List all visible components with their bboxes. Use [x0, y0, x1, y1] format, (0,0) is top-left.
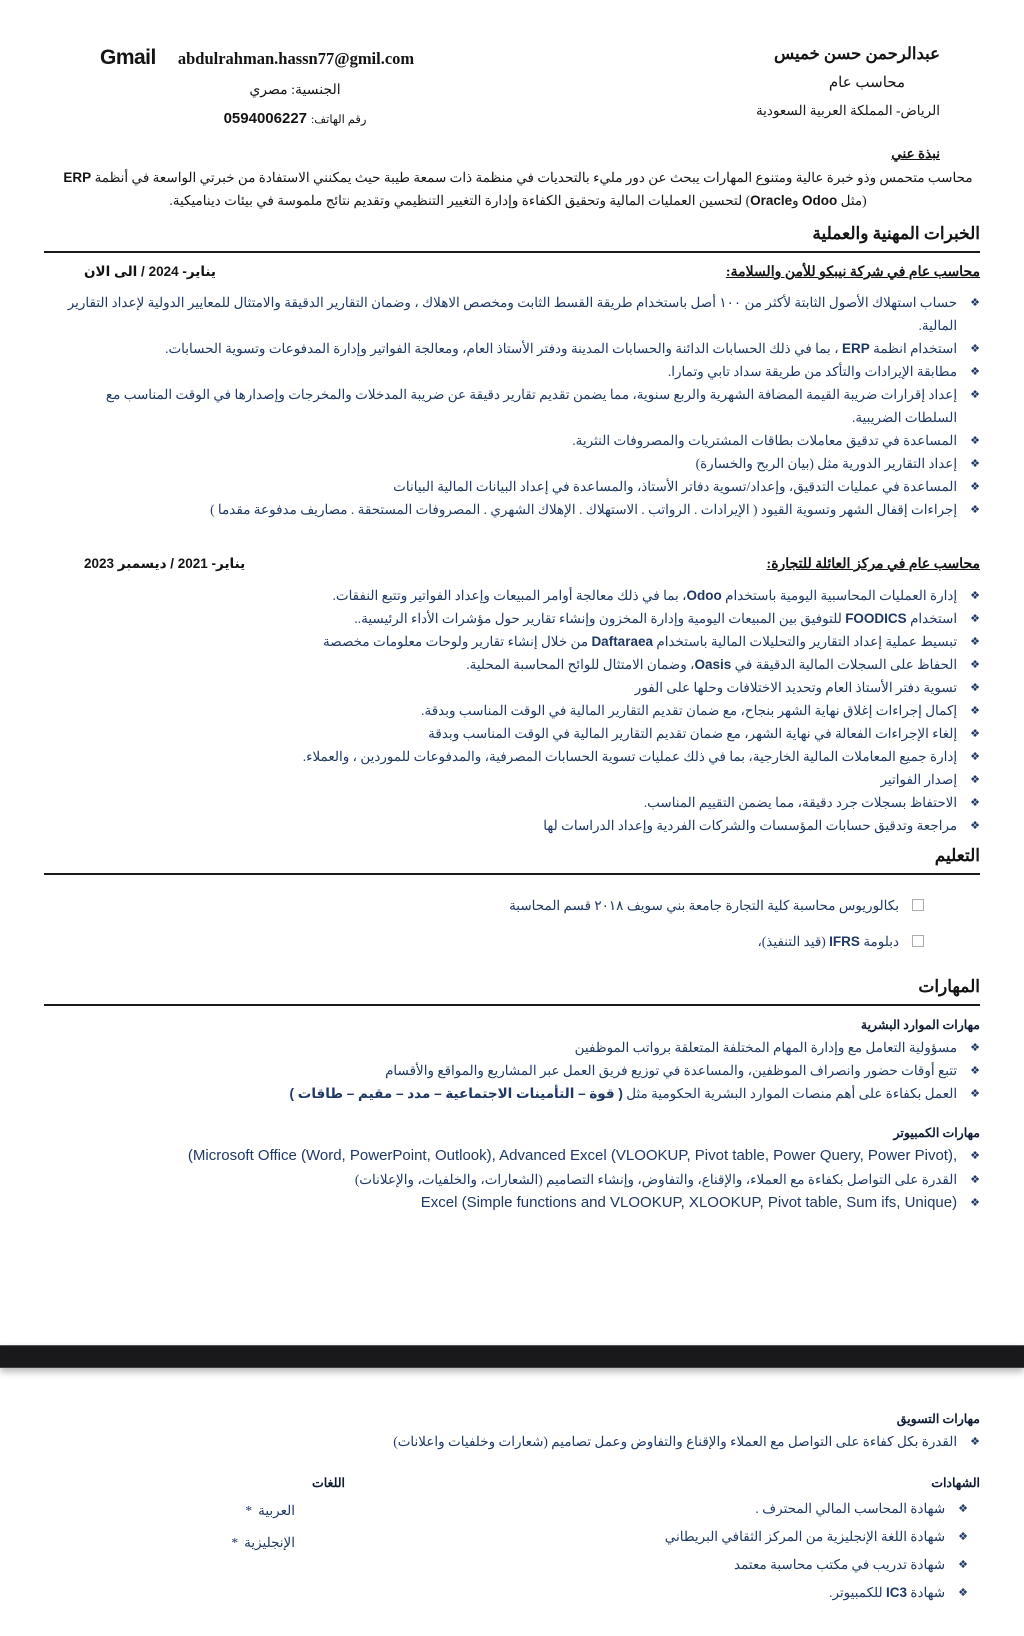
bullet-item: [56, 360, 980, 383]
diamond-bullet-icon: ❖: [970, 296, 980, 309]
diamond-bullet-icon: ❖: [970, 1173, 980, 1186]
bullet-item: [56, 291, 980, 337]
diamond-bullet-icon: ❖: [970, 1064, 980, 1077]
computer-skills-list: [56, 1144, 980, 1215]
bullet-item: [56, 1082, 980, 1105]
bullet-item: [56, 676, 980, 699]
diamond-bullet-icon: ❖: [970, 796, 980, 809]
phone-label: رقم الهاتف:: [311, 114, 367, 126]
diamond-bullet-icon: ❖: [970, 635, 980, 648]
diamond-bullet-icon: ❖: [958, 1530, 968, 1543]
certificate-item: [428, 1525, 968, 1548]
marketing-skills-subheading: مهارات التسويق: [896, 1412, 980, 1426]
diamond-bullet-icon: ❖: [958, 1558, 968, 1571]
diamond-bullet-icon: ❖: [970, 704, 980, 717]
experience-section-heading: الخبرات المهنية والعملية: [44, 224, 980, 253]
bullet-item: [56, 1144, 980, 1168]
language-item: [145, 1531, 345, 1554]
diamond-bullet-icon: ❖: [970, 503, 980, 516]
education-item: [110, 894, 924, 917]
education-text: بكالوريوس محاسبة كلية التجارة جامعة بني سويف ٢٠١٨ قسم المحاسبة: [509, 898, 899, 913]
star-bullet-icon: *: [231, 1535, 239, 1550]
about-text: محاسب متحمس وذو خبرة عالية ومتنوع المهارات يبحث عن دور مليء بالتحديات في منظمة ذات سمعة طيبة حيث يمكنني الاستفادة من خبرتي الواسعة في أنظمة ERP (مثل Odoo وOracle) لتحسين العمليات المالية وتحقيق الكفاءة وإدارة التغيير التنظيمي وتقديم نتائج ملموسة في بيئات ديناميكية.: [63, 170, 973, 208]
bullet-item: [56, 383, 980, 429]
bullet-text: إلغاء الإجراءات الفعالة في نهاية الشهر، مع ضمان تقديم التقارير المالية في الوقت المناسب وبدقة: [428, 726, 958, 741]
hr-skills-list: [56, 1036, 980, 1105]
bullet-item: [56, 699, 980, 722]
diamond-bullet-icon: ❖: [958, 1502, 968, 1515]
job-1-date: يناير- 2024 / الى الان: [84, 264, 216, 279]
bullet-text: (Microsoft Office (Word, PowerPoint, Outlook), Advanced Excel (VLOOKUP, Pivot table, Power Query, Power Pivot),: [187, 1147, 958, 1164]
education-list: [110, 894, 924, 953]
bullet-item: [56, 1191, 980, 1215]
job-2-header: [44, 556, 980, 573]
bullet-item: [56, 768, 980, 791]
bullet-item: [56, 630, 980, 653]
bullet-text: مطابقة الإيرادات والتأكد من طريقة سداد تابي وتمارا.: [667, 364, 958, 379]
bullet-text: العمل بكفاءة على أهم منصات الموارد البشرية الحكومية مثل ( قوة – التأمينات الاجتماعية – مدد – مقيم – طاقات ): [289, 1086, 958, 1101]
diamond-bullet-icon: ❖: [970, 589, 980, 602]
education-section-heading: التعليم: [44, 846, 980, 875]
skills-section-heading: المهارات: [44, 977, 980, 1006]
email-row: [100, 46, 490, 70]
bullet-item: [56, 498, 980, 521]
header-contact: [100, 46, 490, 128]
bullet-item: [56, 1059, 980, 1082]
bullet-item: [56, 722, 980, 745]
gmail-wordmark: Gmail: [100, 46, 156, 69]
header-identity: [520, 46, 940, 130]
bullet-item: [56, 653, 980, 676]
bullet-text: إعداد إقرارات ضريبة القيمة المضافة الشهرية والربع سنوية، مما يضمن تقديم تقارير دقيقة عن ضريبة المدخلات والمخرجات وإصدارها في الوقت المناسب مع السلطات الضريبية.: [105, 387, 958, 425]
about-heading: نبذة عني: [891, 146, 940, 161]
bullet-item: [56, 452, 980, 475]
diamond-bullet-icon: ❖: [970, 1149, 980, 1162]
hr-skills-subheading: مهارات الموارد البشرية: [860, 1018, 980, 1032]
square-bullet-icon: [912, 899, 924, 911]
bullet-text: الحفاظ على السجلات المالية الدقيقة في Oasis، وضمان الامتثال للوائح المحاسبة المحلية.: [466, 657, 958, 672]
job-2-date: يناير- 2021 / ديسمبر 2023: [84, 556, 246, 571]
computer-skills-subheading: مهارات الكمبيوتر: [893, 1126, 980, 1140]
bullet-text: تسوية دفتر الأستاذ العام وتحديد الاختلافات وحلها على الفور: [634, 680, 958, 695]
bullet-item: [56, 607, 980, 630]
diamond-bullet-icon: ❖: [970, 342, 980, 355]
marketing-skills-list: [56, 1430, 980, 1453]
bullet-text: حساب استهلاك الأصول الثابتة لأكثر من ١٠٠ أصل باستخدام طريقة القسط الثابت ومخصص الاهلاك ، وضمان التقارير الدقيقة والامتثال للمعايير الدولية لإعداد التقارير المالية.: [67, 295, 958, 333]
certificates-list: [428, 1497, 968, 1604]
bullet-text: إعداد التقارير الدورية مثل (بيان الربح والخسارة): [695, 456, 958, 471]
bullet-item: [56, 1168, 980, 1191]
bullet-text: الاحتفاظ بسجلات جرد دقيقة، مما يضمن التقييم المناسب.: [643, 795, 958, 810]
bullet-item: [56, 791, 980, 814]
diamond-bullet-icon: ❖: [970, 1435, 980, 1448]
education-text: دبلومة IFRS (قيد التنفيذ)،: [757, 934, 899, 949]
education-item: [110, 930, 924, 953]
certificate-text: شهادة اللغة الإنجليزية من المركز الثقافي البريطاني: [664, 1529, 946, 1544]
diamond-bullet-icon: ❖: [970, 750, 980, 763]
certificate-item: [428, 1553, 968, 1576]
bullet-item: [56, 475, 980, 498]
bullet-text: استخدام انظمة ERP ، بما في ذلك الحسابات الدائنة والحسابات المدينة ودفتر الأستاذ العام، ومعالجة الفواتير وإدارة المدفوعات وتسوية الحسابات.: [165, 341, 958, 356]
person-location: الرياض- المملكة العربية السعودية: [755, 102, 940, 118]
bullet-text: إكمال إجراءات إغلاق نهاية الشهر بنجاح، مع ضمان تقديم التقارير المالية في الوقت المناسب وبدقة.: [421, 703, 958, 718]
diamond-bullet-icon: ❖: [970, 658, 980, 671]
diamond-bullet-icon: ❖: [970, 434, 980, 447]
language-label: الإنجليزية: [244, 1535, 295, 1550]
bullet-item: [56, 1036, 980, 1059]
diamond-bullet-icon: ❖: [970, 1041, 980, 1054]
bullet-item: [56, 1430, 980, 1453]
person-name: عبدالرحمن حسن خميس: [774, 44, 940, 63]
diamond-bullet-icon: ❖: [970, 388, 980, 401]
job-1-header: [44, 264, 980, 281]
star-bullet-icon: *: [245, 1503, 253, 1518]
bullet-text: القدرة بكل كفاءة على التواصل مع العملاء والإقناع والتفاوض وعمل تصاميم (شعارات وخلفيات واعلانات): [393, 1434, 958, 1449]
certificates-heading: الشهادات: [931, 1476, 980, 1490]
phone-number: 0594006227: [223, 110, 308, 127]
bullet-item: [56, 814, 980, 837]
bullet-text: Excel (Simple functions and VLOOKUP, XLOOKUP, Pivot table, Sum ifs, Unique): [420, 1194, 958, 1211]
person-job-title: محاسب عام: [828, 74, 905, 91]
diamond-bullet-icon: ❖: [958, 1586, 968, 1599]
certificate-item: [428, 1497, 968, 1520]
bullet-text: إدارة جميع المعاملات المالية الخارجية، بما في ذلك عمليات تسوية الحسابات المصرفية، والمدفوعات للموردين ، والعملاء.: [302, 749, 958, 764]
bullet-item: [56, 429, 980, 452]
diamond-bullet-icon: ❖: [970, 1087, 980, 1100]
bullet-text: إصدار الفواتير: [880, 772, 958, 787]
bullet-item: [56, 745, 980, 768]
diamond-bullet-icon: ❖: [970, 819, 980, 832]
square-bullet-icon: [912, 935, 924, 947]
language-item: [145, 1499, 345, 1522]
diamond-bullet-icon: ❖: [970, 727, 980, 740]
bullet-text: استخدام FOODICS للتوفيق بين المبيعات اليومية وإدارة المخزون وإنشاء تقارير حول مؤشرات الأداء الرئيسية..: [354, 611, 958, 626]
bullet-text: المساعدة في تدقيق معاملات بطاقات المشتريات والمصروفات النثرية.: [572, 433, 958, 448]
diamond-bullet-icon: ❖: [970, 681, 980, 694]
certificate-item: [428, 1581, 968, 1604]
diamond-bullet-icon: ❖: [970, 480, 980, 493]
certificate-text: شهادة تدريب في مكتب محاسبة معتمد: [734, 1557, 946, 1572]
page-separator: [0, 1345, 1024, 1368]
diamond-bullet-icon: ❖: [970, 773, 980, 786]
diamond-bullet-icon: ❖: [970, 612, 980, 625]
language-label: العربية: [258, 1503, 295, 1518]
bullet-text: إدارة العمليات المحاسبية اليومية باستخدام Odoo، بما في ذلك معالجة أوامر المبيعات وإعداد الفواتير وتتبع النفقات.: [332, 588, 958, 603]
phone-row: [100, 110, 490, 128]
languages-block: [145, 1475, 345, 1563]
job-1-title: محاسب عام في شركة نيبكو للأمن والسلامة:: [725, 265, 980, 280]
bullet-text: مسؤولية التعامل مع وإدارة المهام المختلفة المتعلقة برواتب الموظفين: [574, 1040, 958, 1055]
bullet-text: مراجعة وتدقيق حسابات المؤسسات والشركات الفردية وإعداد الدراسات لها: [543, 818, 958, 833]
bullet-item: [56, 337, 980, 360]
diamond-bullet-icon: ❖: [970, 365, 980, 378]
bullet-text: إجراءات إقفال الشهر وتسوية القيود ( الإيرادات . الرواتب . الاستهلاك . الإهلاك الشهري . المصروفات المستحقة . مصاريف مدفوعة مقدما ): [210, 502, 958, 517]
bullet-text: المساعدة في عمليات التدقيق، وإعداد/تسوية دفاتر الأستاذ، والمساعدة في إعداد البيانات المالية البيانات: [393, 479, 958, 494]
diamond-bullet-icon: ❖: [970, 1196, 980, 1209]
bullet-text: تبسيط عملية إعداد التقارير والتحليلات المالية باستخدام Daftaraea من خلال إنشاء تقارير ولوحات معلومات مخصصة: [323, 634, 958, 649]
job-2-bullet-list: [56, 584, 980, 837]
bullet-item: [56, 584, 980, 607]
bullet-text: القدرة على التواصل بكفاءة مع العملاء، والإقناع، والتفاوض، وإنشاء التصاميم (الشعارات، والخلفيات، والإعلانات): [354, 1172, 958, 1187]
diamond-bullet-icon: ❖: [970, 457, 980, 470]
certificate-text: شهادة المحاسب المالي المحترف .: [755, 1501, 946, 1516]
job-1-bullet-list: [56, 291, 980, 521]
bullet-text: تتبع أوقات حضور وانصراف الموظفين، والمساعدة في توزيع فريق العمل عبر المشاريع والمواقع والأقسام: [385, 1063, 958, 1078]
nationality: الجنسية: مصري: [249, 83, 341, 98]
email-address: abdulrahman.hassn77@gmil.com: [177, 49, 415, 68]
languages-heading: اللغات: [311, 1476, 345, 1490]
job-2-title: محاسب عام في مركز العائلة للتجارة:: [766, 557, 980, 572]
certificate-text: شهادة IC3 للكمبيوتر.: [829, 1585, 946, 1600]
